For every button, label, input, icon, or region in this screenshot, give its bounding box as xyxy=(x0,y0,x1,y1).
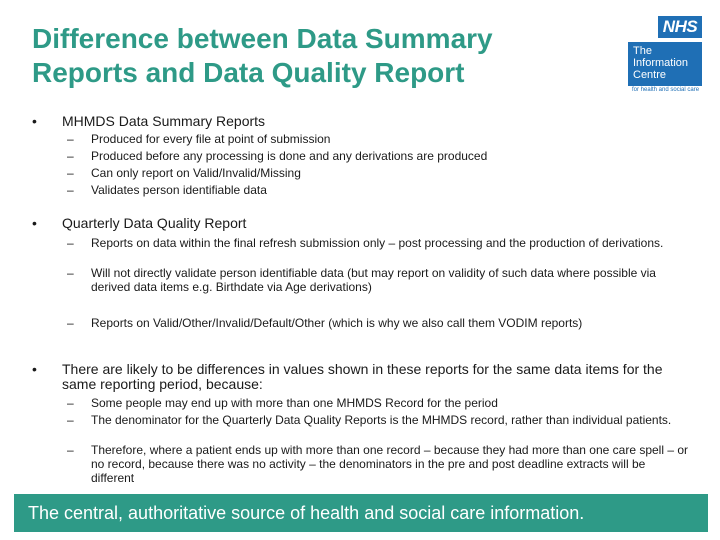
dash-symbol: – xyxy=(67,166,74,180)
sub-bullet xyxy=(67,149,691,163)
logo-tagline: for health and social care xyxy=(632,87,700,93)
dash-symbol: – xyxy=(67,316,74,330)
sub-bullet-text: Will not directly validate person identifiable data (but may report on validity of such data where possible via derived data items e.g. Birthdate via Age derivations) xyxy=(91,266,656,294)
dash-symbol: – xyxy=(67,396,74,410)
bullet-quarterly-dq xyxy=(32,215,682,231)
sub-bullet-text: Produced for every file at point of submission xyxy=(91,132,331,146)
logo-line-3: Centre xyxy=(633,69,667,81)
bullet-heading: Quarterly Data Quality Report xyxy=(62,215,247,231)
dash-symbol: – xyxy=(67,413,74,427)
nhs-logo-badge: NHS xyxy=(658,16,702,38)
sub-bullet xyxy=(67,266,691,294)
sub-bullet-text: Some people may end up with more than one MHMDS Record for the period xyxy=(91,396,498,410)
information-centre-logo-box xyxy=(628,42,702,86)
dash-symbol: – xyxy=(67,236,74,250)
sub-bullet xyxy=(67,443,691,485)
logo-line-1: The xyxy=(633,45,652,57)
nhs-information-centre-logo xyxy=(628,16,708,96)
slide-title-line-2: Reports and Data Quality Report xyxy=(32,57,465,88)
sub-bullet-text: Validates person identifiable data xyxy=(91,183,267,197)
sub-bullet xyxy=(67,166,691,180)
bullet-symbol: • xyxy=(32,215,37,231)
sub-bullet-text: Produced before any processing is done and any derivations are produced xyxy=(91,149,488,163)
dash-symbol: – xyxy=(67,149,74,163)
bullet-symbol: • xyxy=(32,113,37,129)
sub-bullet xyxy=(67,183,691,197)
dash-symbol: – xyxy=(67,266,74,280)
dash-symbol: – xyxy=(67,443,74,457)
sub-bullet-text: Therefore, where a patient ends up with more than one record – because they had more than one care spell – or no record, because there was no activity – the denominators in the pre and post deadline extracts will be different xyxy=(91,443,689,485)
bullet-symbol: • xyxy=(32,361,37,377)
sub-bullet xyxy=(67,316,691,330)
logo-line-2: Information xyxy=(633,57,689,69)
sub-bullet xyxy=(67,396,691,410)
bullet-heading: MHMDS Data Summary Reports xyxy=(62,113,266,129)
sub-bullet xyxy=(67,236,691,250)
sub-bullet-text: Reports on Valid/Other/Invalid/Default/Other (which is why we also call them VODIM reports) xyxy=(91,316,583,330)
slide-title xyxy=(32,22,592,90)
bullet-differences xyxy=(32,361,682,392)
dash-symbol: – xyxy=(67,183,74,197)
sub-bullet-text: The denominator for the Quarterly Data Quality Reports is the MHMDS record, rather than individual patients. xyxy=(91,413,672,427)
footer-banner: The central, authoritative source of health and social care information. xyxy=(14,494,708,532)
sub-bullet-text: Reports on data within the final refresh submission only – post processing and the production of derivations. xyxy=(91,236,664,250)
slide-title-line-1: Difference between Data Summary xyxy=(32,23,493,54)
dash-symbol: – xyxy=(67,132,74,146)
bullet-heading: There are likely to be differences in values shown in these reports for the same data items for the same reporting period, because: xyxy=(62,361,663,392)
bullet-mhmds-summary xyxy=(32,113,682,129)
sub-bullet xyxy=(67,413,691,427)
sub-bullet-text: Can only report on Valid/Invalid/Missing xyxy=(91,166,301,180)
sub-bullet xyxy=(67,132,691,146)
